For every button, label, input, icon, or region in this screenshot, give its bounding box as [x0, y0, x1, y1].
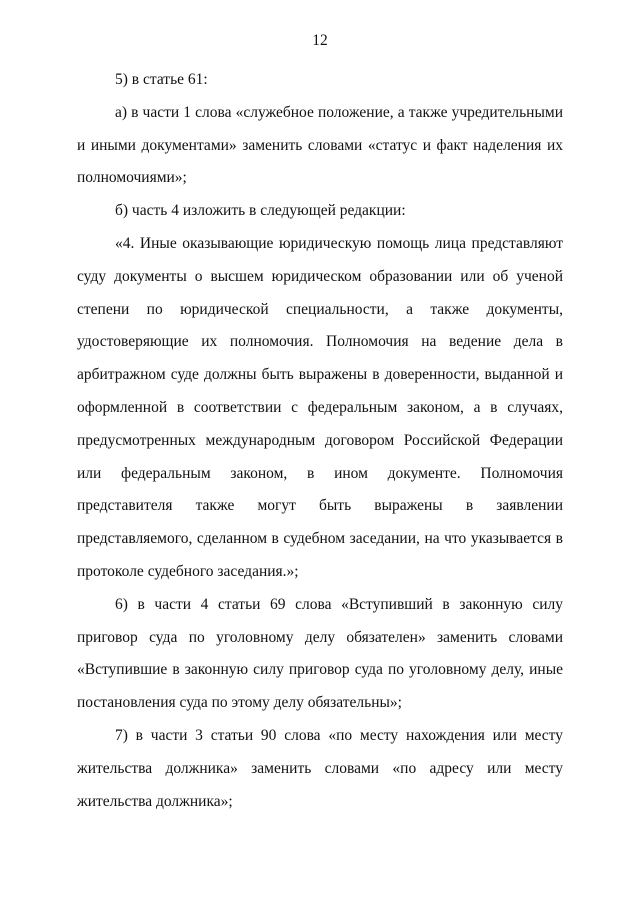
document-body — [77, 64, 563, 818]
paragraph-item-7: 7) в части 3 статьи 90 слова «по месту нахождения или месту жительства должника» заменить словами «по адресу или месту жительства должника»; — [77, 726, 563, 810]
paragraph-item-5: 5) в статье 61: — [115, 71, 208, 88]
page-number: 12 — [312, 32, 328, 49]
paragraph-item-6: 6) в части 4 статьи 69 слова «Вступивший в законную силу приговор суда по уголовному делу обязателен» заменить словами «Вступившие в законную силу приговор суда по уголовному делу, иные постановления суда по этому делу обязательны»; — [77, 595, 563, 712]
paragraph-quoted-part-4: «4. Иные оказывающие юридическую помощь лица представляют суду документы о высшем юридическом образовании или об ученой степени по юридической специальности, а также документы, удостоверяющие их полномочия. Полномочия на ведение дела в арбитражном суде должны быть выражены в доверенности, выданной и оформленной в соответствии с федеральным законом, а в случаях, предусмотренных международным договором Российской Федерации или федеральным законом, в ином документе. Полномочия представителя также могут быть выражены в заявлении представляемого, сделанном в судебном заседании, на что указывается в протоколе судебного заседания.»; — [77, 234, 563, 580]
paragraph-subitem-a: а) в части 1 слова «служебное положение, а также учредительными и иными документами» заменить словами «статус и факт наделения их полномочиями»; — [77, 103, 563, 187]
paragraph-subitem-b: б) часть 4 изложить в следующей редакции: — [115, 202, 406, 220]
